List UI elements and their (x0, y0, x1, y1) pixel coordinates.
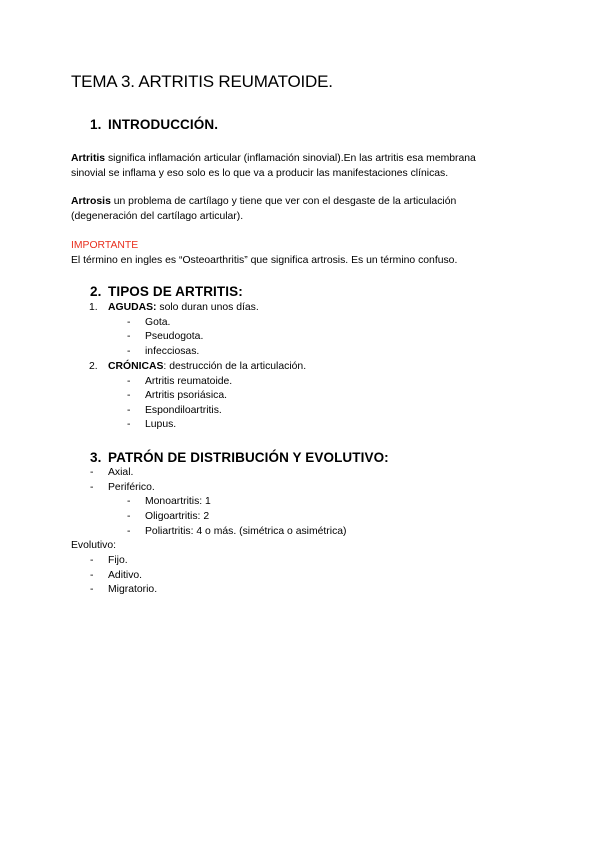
dash-bullet: - (127, 496, 131, 507)
list-item-text: Lupus. (145, 419, 177, 430)
list-item-text: Monoartritis: 1 (145, 496, 211, 507)
term-artrosis: Artrosis (71, 196, 111, 207)
dash-bullet: - (90, 570, 94, 581)
artrosis-definition: un problema de cartílago y tiene que ver con el desgaste de la articulación (degeneración del cartílago articular). (71, 196, 457, 222)
list-item (127, 418, 176, 433)
list-item (90, 481, 155, 496)
list-item-text: Fijo. (108, 555, 128, 566)
section-heading-1 (90, 117, 218, 132)
section-title: INTRODUCCIÓN. (108, 117, 219, 132)
list-item (127, 404, 222, 419)
list-item (127, 510, 209, 525)
paragraph-artritis (71, 152, 511, 181)
list-item-text: infecciosas. (145, 346, 200, 357)
list-item-text: Artritis psoriásica. (145, 390, 227, 401)
dash-bullet: - (90, 482, 94, 493)
section-number: 1. (90, 117, 102, 132)
dash-bullet: - (127, 419, 131, 430)
list-item (90, 554, 128, 569)
paragraph-artrosis (71, 195, 511, 224)
list-item-text: Migratorio. (108, 584, 158, 595)
cronicas-description: : destrucción de la articulación. (163, 361, 307, 372)
section-number: 2. (90, 284, 102, 299)
list-item-text: Gota. (145, 317, 171, 328)
dash-bullet: - (127, 390, 131, 401)
list-item (127, 345, 199, 360)
list-item (90, 583, 157, 598)
dash-bullet: - (90, 467, 94, 478)
list-item-text: Pseudogota. (145, 331, 204, 342)
list-item-text: Axial. (108, 467, 134, 478)
list-number: 1. (89, 302, 98, 313)
list-item (127, 389, 227, 404)
list-number: 2. (89, 361, 98, 372)
dash-bullet: - (127, 346, 131, 357)
tipo-agudas (89, 301, 259, 316)
important-note: El término en ingles es “Osteoarthritis” que significa artrosis. Es un término confuso. (71, 255, 458, 266)
term-artritis: Artritis (71, 153, 106, 164)
list-item-text: Periférico. (108, 482, 155, 493)
section-title: TIPOS DE ARTRITIS: (108, 284, 243, 299)
section-heading-2 (90, 284, 243, 299)
dash-bullet: - (127, 405, 131, 416)
page-title: TEMA 3. ARTRITIS REUMATOIDE. (71, 72, 333, 91)
list-item-text: Poliartritis: 4 o más. (simétrica o asimétrica) (145, 526, 347, 537)
section-title: PATRÓN DE DISTRIBUCIÓN Y EVOLUTIVO: (108, 450, 389, 465)
term-agudas: AGUDAS: (108, 302, 157, 313)
list-item-text: Artritis reumatoide. (145, 376, 233, 387)
list-item-text: Espondiloartritis. (145, 405, 222, 416)
list-item (127, 495, 211, 510)
important-label: IMPORTANTE (71, 240, 139, 251)
list-item (127, 375, 232, 390)
list-item (127, 330, 203, 345)
dash-bullet: - (127, 331, 131, 342)
list-item (127, 525, 347, 540)
dash-bullet: - (127, 511, 131, 522)
section-number: 3. (90, 450, 102, 465)
artritis-definition: significa inflamación articular (inflamación sinovial).En las artritis esa membrana sinovial se inflama y eso solo es lo que va a producir las manifestaciones clínicas. (71, 153, 476, 179)
evolutivo-label: Evolutivo: (71, 540, 117, 551)
list-item (90, 466, 133, 481)
dash-bullet: - (127, 376, 131, 387)
list-item-text: Oligoartritis: 2 (145, 511, 210, 522)
tipo-cronicas (89, 360, 306, 375)
list-item (127, 316, 170, 331)
dash-bullet: - (90, 584, 94, 595)
section-heading-3 (90, 450, 389, 465)
term-cronicas: CRÓNICAS (108, 361, 164, 372)
list-item-text: Aditivo. (108, 570, 143, 581)
agudas-description: solo duran unos días. (156, 302, 259, 313)
list-item (90, 569, 142, 584)
dash-bullet: - (127, 317, 131, 328)
dash-bullet: - (90, 555, 94, 566)
dash-bullet: - (127, 526, 131, 537)
